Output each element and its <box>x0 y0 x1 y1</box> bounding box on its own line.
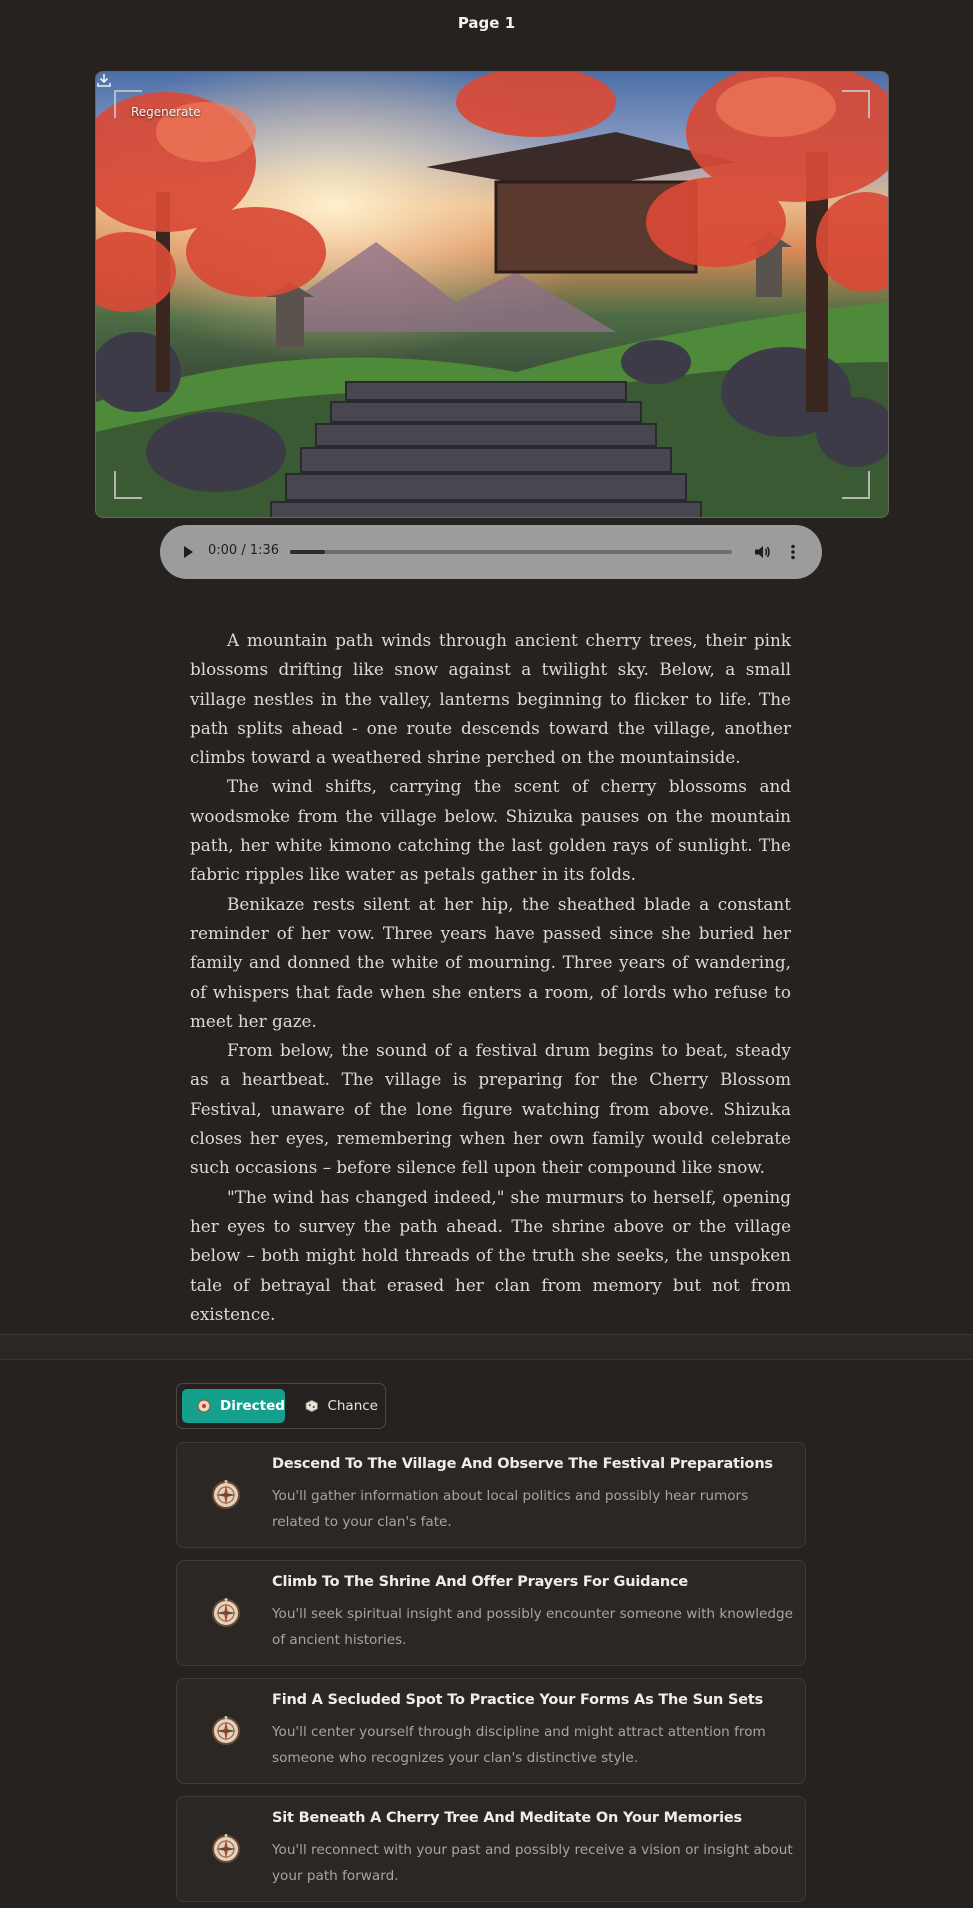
choice-title: Climb To The Shrine And Offer Prayers For Guidance <box>272 1574 689 1590</box>
choice-description: You'll reconnect with your past and possibly receive a vision or insight about your path forward. <box>272 1842 793 1884</box>
chance-mode-label: Chance <box>327 1398 378 1414</box>
section-divider <box>0 1334 973 1360</box>
choice-title: Sit Beneath A Cherry Tree And Meditate On Your Memories <box>272 1810 742 1826</box>
audio-progress-fill <box>290 550 325 554</box>
choice-description: You'll center yourself through discipline and might attract attention from someone who recognizes your clan's distinctive style. <box>272 1724 766 1766</box>
regenerate-button[interactable]: Regenerate <box>131 105 201 119</box>
more-options-icon[interactable] <box>787 543 799 561</box>
scene-artwork <box>96 72 888 517</box>
story-paragraph: "The wind has changed indeed," she murmurs to herself, opening her eyes to survey the path ahead. The shrine above or the village below – both might hold threads of the truth she seeks, the unspoken tale of betrayal that erased her clan from memory but not from existence. <box>190 1186 791 1324</box>
scene-illustration <box>95 71 889 518</box>
directed-mode-label: Directed <box>220 1398 285 1414</box>
dice-icon <box>305 1399 318 1413</box>
page-title: Page 1 <box>457 14 516 32</box>
choice-card[interactable] <box>176 1678 806 1784</box>
frame-corner <box>114 471 142 499</box>
choice-card[interactable] <box>176 1560 806 1666</box>
download-icon[interactable] <box>96 72 112 88</box>
choice-mode-toggle <box>176 1383 386 1429</box>
story-text <box>190 626 791 1329</box>
story-paragraph: Benikaze rests silent at her hip, the sheathed blade a constant reminder of her vow. Three years have passed since she buried her family and donned the white of mourning. Three years of wandering, of whispers that fade when she enters a room, of lords who refuse to meet her gaze. <box>190 893 791 1031</box>
audio-player <box>160 525 822 579</box>
volume-icon[interactable] <box>753 543 771 561</box>
compass-icon <box>210 1715 242 1747</box>
compass-icon <box>210 1597 242 1629</box>
frame-corner <box>842 471 870 499</box>
frame-corner <box>842 90 870 118</box>
story-paragraph: A mountain path winds through ancient cherry trees, their pink blossoms drifting like snow against a twilight sky. Below, a small village nestles in the valley, lanterns beginning to flicker to life. The path splits ahead - one route descends toward the village, another climbs toward a weathered shrine perched on the mountainside. <box>190 630 791 768</box>
audio-time: 0:00 / 1:36 <box>208 543 280 558</box>
chance-mode-button[interactable] <box>290 1389 378 1423</box>
story-paragraph: From below, the sound of a festival drum begins to beat, steady as a heartbeat. The village is preparing for the Cherry Blossom Festival, unaware of the lone figure watching from above. Shizuka closes her eyes, remembering when her own family would celebrate such occasions – before silence fell upon their compound like snow. <box>190 1040 791 1178</box>
compass-icon <box>197 1399 211 1413</box>
choice-title: Find A Secluded Spot To Practice Your Forms As The Sun Sets <box>272 1692 764 1708</box>
choice-title: Descend To The Village And Observe The Festival Preparations <box>272 1456 773 1472</box>
choice-card[interactable] <box>176 1796 806 1902</box>
compass-icon <box>210 1833 242 1865</box>
play-icon[interactable] <box>180 544 196 560</box>
compass-icon <box>210 1479 242 1511</box>
choice-card[interactable] <box>176 1442 806 1548</box>
choice-description: You'll gather information about local politics and possibly hear rumors related to your clan's fate. <box>272 1488 749 1530</box>
story-paragraph: The wind shifts, carrying the scent of cherry blossoms and woodsmoke from the village below. Shizuka pauses on the mountain path, her white kimono catching the last golden rays of sunlight. The fabric ripples like water as petals gather in its folds. <box>190 776 791 885</box>
directed-mode-button[interactable] <box>182 1389 285 1423</box>
audio-progress-bar[interactable] <box>290 550 732 554</box>
choice-description: You'll seek spiritual insight and possibly encounter someone with knowledge of ancient histories. <box>272 1606 794 1648</box>
